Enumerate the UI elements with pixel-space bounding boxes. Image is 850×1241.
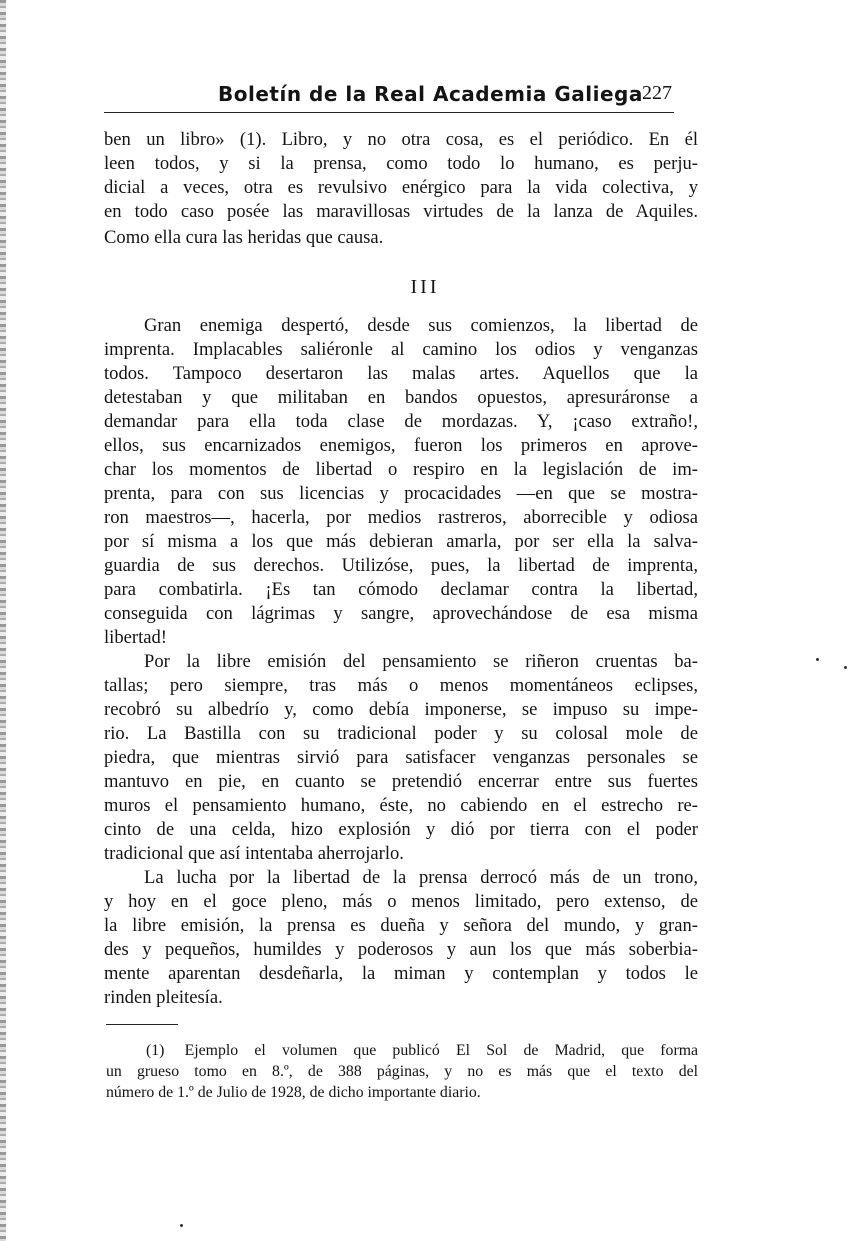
body-line: conseguida con lágrimas y sangre, aprovechándose de esa misma xyxy=(104,603,698,624)
body-line: recobró su albedrío y, como debía imponerse, se impuso su impe- xyxy=(104,699,698,720)
body-line: La lucha por la libertad de la prensa derrocó más de un trono, xyxy=(144,867,698,888)
journal-title: Boletín de la Real Academia Galiega xyxy=(218,82,643,106)
body-line: la libre emisión, la prensa es dueña y señora del mundo, y gran- xyxy=(104,915,698,936)
footnote-rule xyxy=(106,1024,178,1025)
footnote-text: Ejemplo el volumen que publicó El Sol de Madrid, que forma xyxy=(184,1042,698,1059)
body-line: y hoy en el goce pleno, más o menos limitado, pero extenso, de xyxy=(104,891,698,912)
body-line: en todo caso posée las maravillosas virtudes de la lanza de Aquiles. xyxy=(104,201,698,222)
body-line: cinto de una celda, hizo explosión y dió por tierra con el poder xyxy=(104,819,698,840)
body-line: ben un libro» (1). Libro, y no otra cosa, es el periódico. En él xyxy=(104,129,698,150)
body-line: Como ella cura las heridas que causa. xyxy=(104,227,384,248)
body-line: imprenta. Implacables saliéronle al camino los odios y venganzas xyxy=(104,339,698,360)
body-line: todos. Tampoco desertaron las malas artes. Aquellos que la xyxy=(104,363,698,384)
body-line: dicial a veces, otra es revulsivo enérgico para la vida colectiva, y xyxy=(104,177,698,198)
body-line: char los momentos de libertad o respiro en la legislación de im- xyxy=(104,459,698,480)
scan-speck xyxy=(844,666,847,669)
body-line: piedra, que mientras sirvió para satisfacer venganzas personales se xyxy=(104,747,698,768)
footnote-marker: (1) xyxy=(146,1042,165,1059)
body-line: leen todos, y si la prensa, como todo lo humano, es perju- xyxy=(104,153,698,174)
header-rule xyxy=(104,112,674,113)
body-line: prenta, para con sus licencias y procacidades —en que se mostra- xyxy=(104,483,698,504)
body-line: ellos, sus encarnizados enemigos, fueron los primeros en aprove- xyxy=(104,435,698,456)
body-line: por sí misma a los que más debieran amarla, por ser ella la salva- xyxy=(104,531,698,552)
body-line: mente aparentan desdeñarla, la miman y contemplan y todos le xyxy=(104,963,698,984)
body-line: rio. La Bastilla con su tradicional poder y su colosal mole de xyxy=(104,723,698,744)
running-head xyxy=(200,82,680,112)
scan-speck xyxy=(180,1224,183,1227)
footnote-line: número de 1.º de Julio de 1928, de dicho importante diario. xyxy=(106,1084,481,1101)
body-line: des y pequeños, humildes y poderosos y aun los que más soberbia- xyxy=(104,939,698,960)
scan-speck xyxy=(816,658,819,661)
footnote-line xyxy=(146,1040,698,1061)
body-line: detestaban y que militaban en bandos opuestos, apresuráronse a xyxy=(104,387,698,408)
body-line: mantuvo en pie, en cuanto se pretendió encerrar entre sus fuertes xyxy=(104,771,698,792)
body-line: tradicional que así intentaba aherrojarlo. xyxy=(104,843,404,864)
body-line: Gran enemiga despertó, desde sus comienzos, la libertad de xyxy=(144,315,698,336)
body-line: para combatirla. ¡Es tan cómodo declamar contra la libertad, xyxy=(104,579,698,600)
body-line: guardia de sus derechos. Utilizóse, pues, la libertad de imprenta, xyxy=(104,555,698,576)
body-line: rinden pleitesía. xyxy=(104,987,223,1008)
section-heading: III xyxy=(410,276,440,298)
body-line: muros el pensamiento humano, éste, no cabiendo en el estrecho re- xyxy=(104,795,698,816)
page-number: 227 xyxy=(642,82,672,104)
footnote-line: un grueso tomo en 8.º, de 388 páginas, y no es más que el texto del xyxy=(106,1063,698,1080)
body-line: ron maestros—, hacerla, por medios rastreros, aborrecible y odiosa xyxy=(104,507,698,528)
body-line: demandar para ella toda clase de mordazas. Y, ¡caso extraño!, xyxy=(104,411,698,432)
body-line: tallas; pero siempre, tras más o menos momentáneos eclipses, xyxy=(104,675,698,696)
body-line: Por la libre emisión del pensamiento se riñeron cruentas ba- xyxy=(144,651,698,672)
body-line: libertad! xyxy=(104,627,167,648)
